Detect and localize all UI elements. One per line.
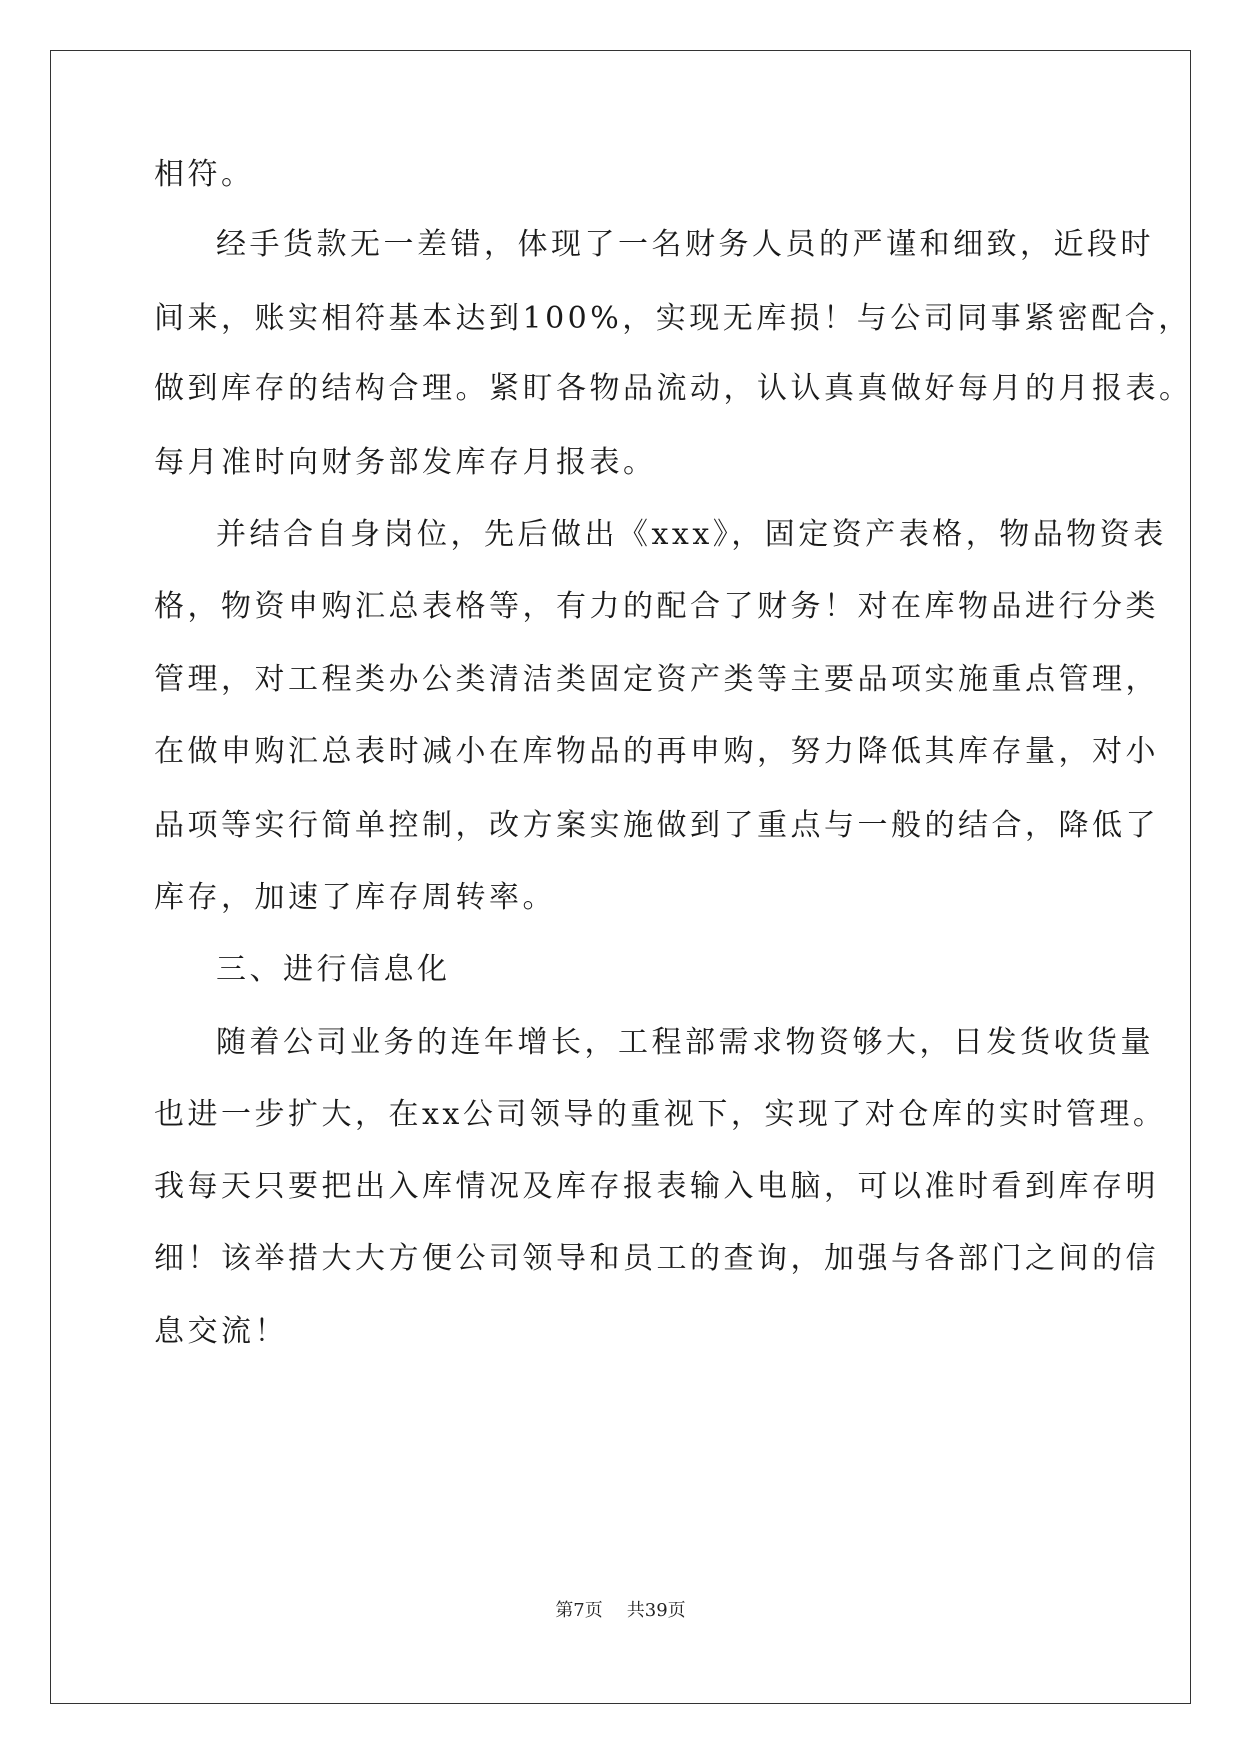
paragraph-start-line: 随着公司业务的连年增长，工程部需求物资够大，日发货收货量 <box>216 1025 1154 1060</box>
text-line: 库存，加速了库存周转率。 <box>154 880 556 915</box>
text-line: 我每天只要把出入库情况及库存报表输入电脑，可以准时看到库存明 <box>154 1169 1159 1204</box>
text-line: 格，物资申购汇总表格等，有力的配合了财务！对在库物品进行分类 <box>154 589 1159 624</box>
section-heading: 三、进行信息化 <box>216 952 451 987</box>
paragraph-start-line: 并结合自身岗位，先后做出《xxx》，固定资产表格，物品物资表 <box>216 517 1167 552</box>
text-line: 在做申购汇总表时减小在库物品的再申购，努力降低其库存量，对小 <box>154 734 1159 769</box>
text-line: 间来，账实相符基本达到100%，实现无库损！与公司同事紧密配合， <box>154 301 1192 336</box>
page-footer <box>0 1599 1241 1623</box>
text-line: 做到库存的结构合理。紧盯各物品流动，认认真真做好每月的月报表。 <box>154 371 1193 406</box>
text-line: 相符。 <box>154 157 255 192</box>
text-line: 细！该举措大大方便公司领导和员工的查询，加强与各部门之间的信 <box>154 1241 1159 1276</box>
paragraph-start-line: 经手货款无一差错，体现了一名财务人员的严谨和细致，近段时 <box>216 227 1154 262</box>
text-line: 每月准时向财务部发库存月报表。 <box>154 445 657 480</box>
text-line: 也进一步扩大，在xx公司领导的重视下，实现了对仓库的实时管理。 <box>154 1097 1167 1132</box>
page-number: 第7页 <box>555 1600 603 1621</box>
text-line: 息交流！ <box>154 1314 288 1349</box>
text-line: 管理，对工程类办公类清洁类固定资产类等主要品项实施重点管理， <box>154 662 1159 697</box>
page-total: 共39页 <box>626 1600 686 1621</box>
text-line: 品项等实行简单控制，改方案实施做到了重点与一般的结合，降低了 <box>154 808 1159 843</box>
